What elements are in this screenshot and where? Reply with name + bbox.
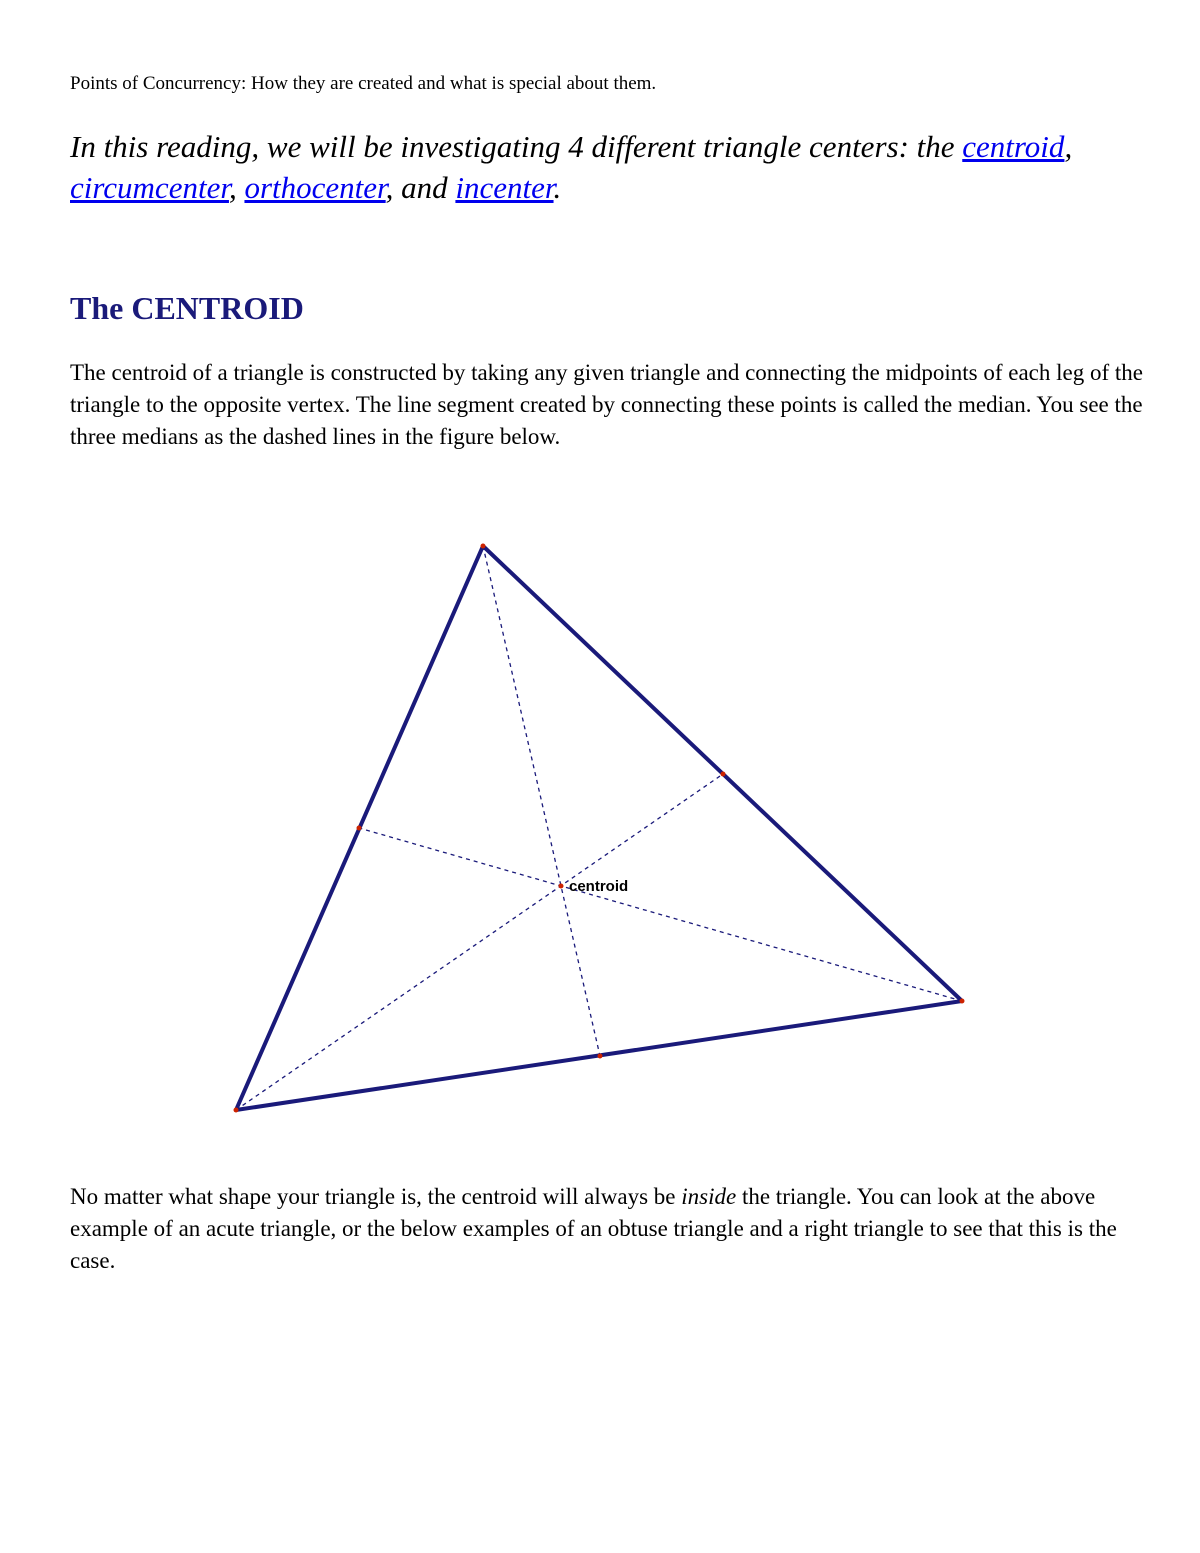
vertex-point xyxy=(481,544,486,549)
triangle-outline xyxy=(236,546,962,1110)
triangle-points xyxy=(234,544,965,1113)
vertex-point xyxy=(234,1108,239,1113)
centroid-inside-note xyxy=(70,1181,1145,1277)
intro-sep: , xyxy=(1064,129,1073,164)
page-header: Points of Concurrency: How they are created and what is special about them. xyxy=(70,73,657,94)
intro-sep: , and xyxy=(385,170,456,205)
median-line xyxy=(359,828,962,1001)
link-orthocenter[interactable]: orthocenter xyxy=(244,170,386,205)
intro-suffix: . xyxy=(553,170,562,205)
note-text: No matter what shape your triangle is, the centroid will always be xyxy=(70,1184,682,1209)
note-emphasis: inside xyxy=(681,1184,737,1209)
medians xyxy=(236,546,962,1110)
intro-sep: , xyxy=(228,170,245,205)
link-circumcenter[interactable]: circumcenter xyxy=(70,170,229,205)
link-incenter[interactable]: incenter xyxy=(455,170,554,205)
centroid-point xyxy=(559,884,564,889)
link-centroid[interactable]: centroid xyxy=(962,129,1065,164)
median-line xyxy=(236,774,723,1110)
vertex-point xyxy=(960,999,965,1004)
note-text: the triangle. You can look at the above example of an acute triangle, or the below examples of an obtuse triangle and a right triangle to see that this is the case. xyxy=(70,1184,1117,1273)
midpoint xyxy=(721,772,726,777)
intro-prefix: In this reading, we will be investigating 4 different triangle centers: the xyxy=(70,129,963,164)
centroid-description: The centroid of a triangle is constructed by taking any given triangle and connecting the midpoints of each leg of the triangle to the opposite vertex. The line segment created by connecting these points is called the median. You see the three medians as the dashed lines in the figure below. xyxy=(70,360,1143,449)
section-heading: The CENTROID xyxy=(70,290,304,326)
midpoint xyxy=(357,826,362,831)
intro-text xyxy=(70,126,1150,208)
median-line xyxy=(483,546,600,1056)
midpoint xyxy=(598,1054,603,1059)
centroid-label: centroid xyxy=(569,878,629,895)
